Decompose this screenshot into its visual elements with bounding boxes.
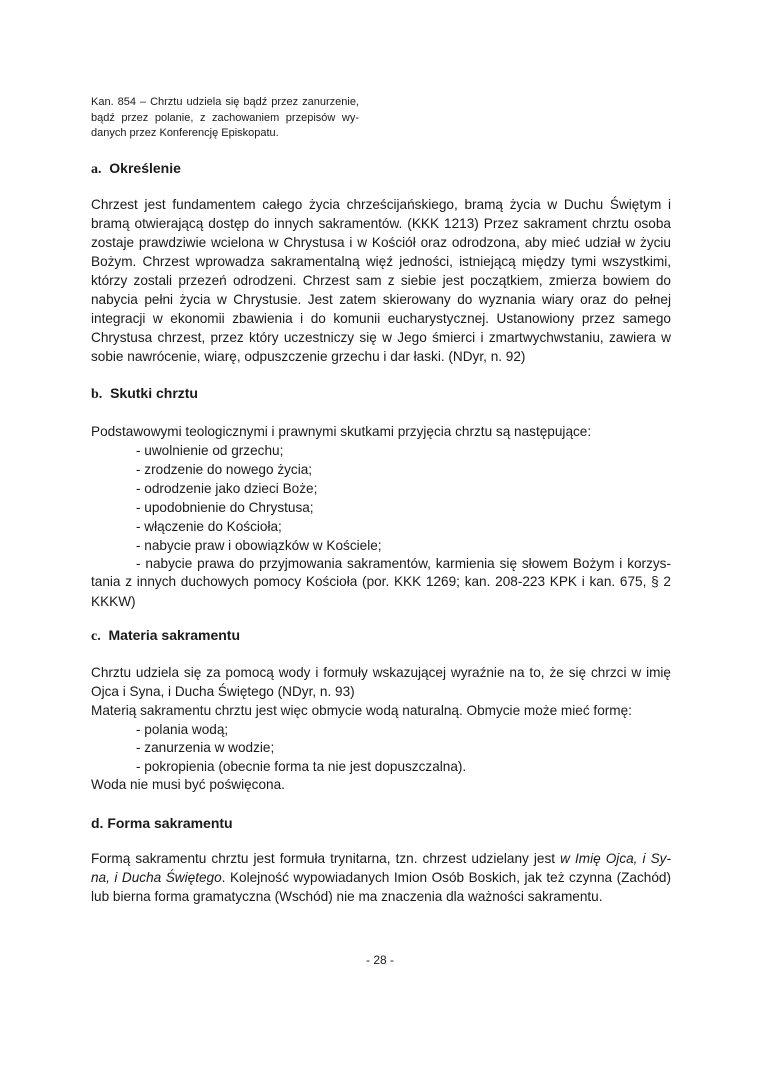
text-line: zostaje prawdziwie wcielona w Chrystusa i w Kościół oraz odrodzona, aby mieć udział w życiu: [91, 235, 671, 250]
text-line: Podstawowymi teologicznymi i prawnymi skutkami przyjęcia chrztu są następujące:: [91, 424, 592, 439]
text-line: sobie nawrócenie, wiarę, odpuszczenie grzechu i dar łaski. (NDyr, n. 92): [91, 349, 526, 364]
text-line: Ojca i Syna, i Ducha Świętego (NDyr, n. 93): [91, 684, 355, 699]
text-line: integracji w ekonomii zbawienia i do komunii eucharystycznej. Ustanowiony przez samego: [91, 311, 671, 326]
list-item: - włączenie do Kościoła;: [136, 519, 282, 534]
text-line: [91, 850, 671, 868]
heading-a: [91, 159, 181, 179]
text-line: Chrzest jest fundamentem całego życia chrześcijańskiego, bramą życia w Duchu Świętym i: [91, 197, 671, 212]
heading-d: d. Forma sakramentu: [91, 815, 233, 831]
text-line: Chrztu udziela się za pomocą wody i formuły wskazującej wyraźnie na to, że się chrzci w imię: [91, 665, 671, 680]
text-line: KKKW): [91, 594, 136, 609]
heading-letter: b.: [91, 387, 103, 402]
text-line: Chrystusa chrzest, przez który uczestniczy się w Jego śmierci i zmartwychwstaniu, zawiera w: [91, 330, 671, 345]
heading-title: Skutki chrztu: [110, 385, 198, 401]
list-item: - nabycie praw i obowiązków w Kościele;: [136, 538, 382, 553]
text-line: [91, 869, 671, 887]
list-item: - odrodzenie jako dzieci Boże;: [136, 481, 318, 496]
italic-formula: na, i Ducha Świętego: [91, 870, 222, 885]
note-line: bądź przez polanie, z zachowaniem przepisów wy-: [91, 112, 359, 124]
heading-letter: a.: [91, 162, 102, 177]
list-item: - upodobnienie do Chrystusa;: [136, 500, 314, 515]
list-item: - zanurzenia w wodzie;: [136, 740, 275, 755]
text-line: Bożym. Chrzest wprowadza sakramentalną więź jedności, istniejącą między tymi wszystkimi,: [91, 254, 671, 269]
text-line: nabycia pełni życia w Chrystusie. Jest zatem skierowany do wyznania wiary oraz do pełnej: [91, 292, 671, 307]
note-line: Kan. 854 – Chrztu udziela się bądź przez zanurzenie,: [91, 96, 359, 108]
text-line: Materią sakramentu chrztu jest więc obmycie wodą naturalną. Obmycie może mieć formę:: [91, 703, 632, 718]
text-line: Woda nie musi być poświęcona.: [91, 777, 285, 792]
list-item: - zrodzenie do nowego życia;: [136, 462, 313, 477]
list-item: - pokropienia (obecnie forma ta nie jest dopuszczalna).: [136, 759, 467, 774]
italic-formula: w Imię Ojca, i Sy-: [560, 851, 671, 866]
text-line: lub bierna forma gramatyczna (Wschód) nie ma znaczenia dla ważności sakramentu.: [91, 889, 603, 904]
heading-letter: c.: [91, 629, 101, 644]
list-item: - nabycie prawa do przyjmowania sakramentów, karmienia się słowem Bożym i korzys-: [136, 556, 671, 571]
heading-c: [91, 626, 240, 646]
heading-title: Określenie: [109, 160, 181, 176]
page-number: - 28 -: [365, 953, 394, 967]
note-line: danych przez Konferencję Episkopatu.: [91, 127, 279, 139]
list-item: - uwolnienie od grzechu;: [136, 443, 284, 458]
heading-title: Materia sakramentu: [108, 627, 241, 643]
text-line: bramą otwierającą dostęp do innych sakramentów. (KKK 1213) Przez sakrament chrztu osoba: [91, 216, 671, 231]
text-line: tania z innych duchowych pomocy Kościoła (por. KKK 1269; kan. 208-223 KPK i kan. 675, § 2: [91, 574, 671, 589]
text-line: którzy zostali przezeń odrodzeni. Chrzest sam z siebie jest początkiem, zmierza bowiem do: [91, 273, 671, 288]
text-span: Formą sakramentu chrztu jest formuła trynitarna, tzn. chrzest udzielany jest: [91, 851, 561, 866]
heading-b: [91, 384, 198, 404]
list-item: - polania wodą;: [136, 722, 229, 737]
text-span: . Kolejność wypowiadanych Imion Osób Boskich, jak też czynna (Zachód): [221, 870, 671, 885]
